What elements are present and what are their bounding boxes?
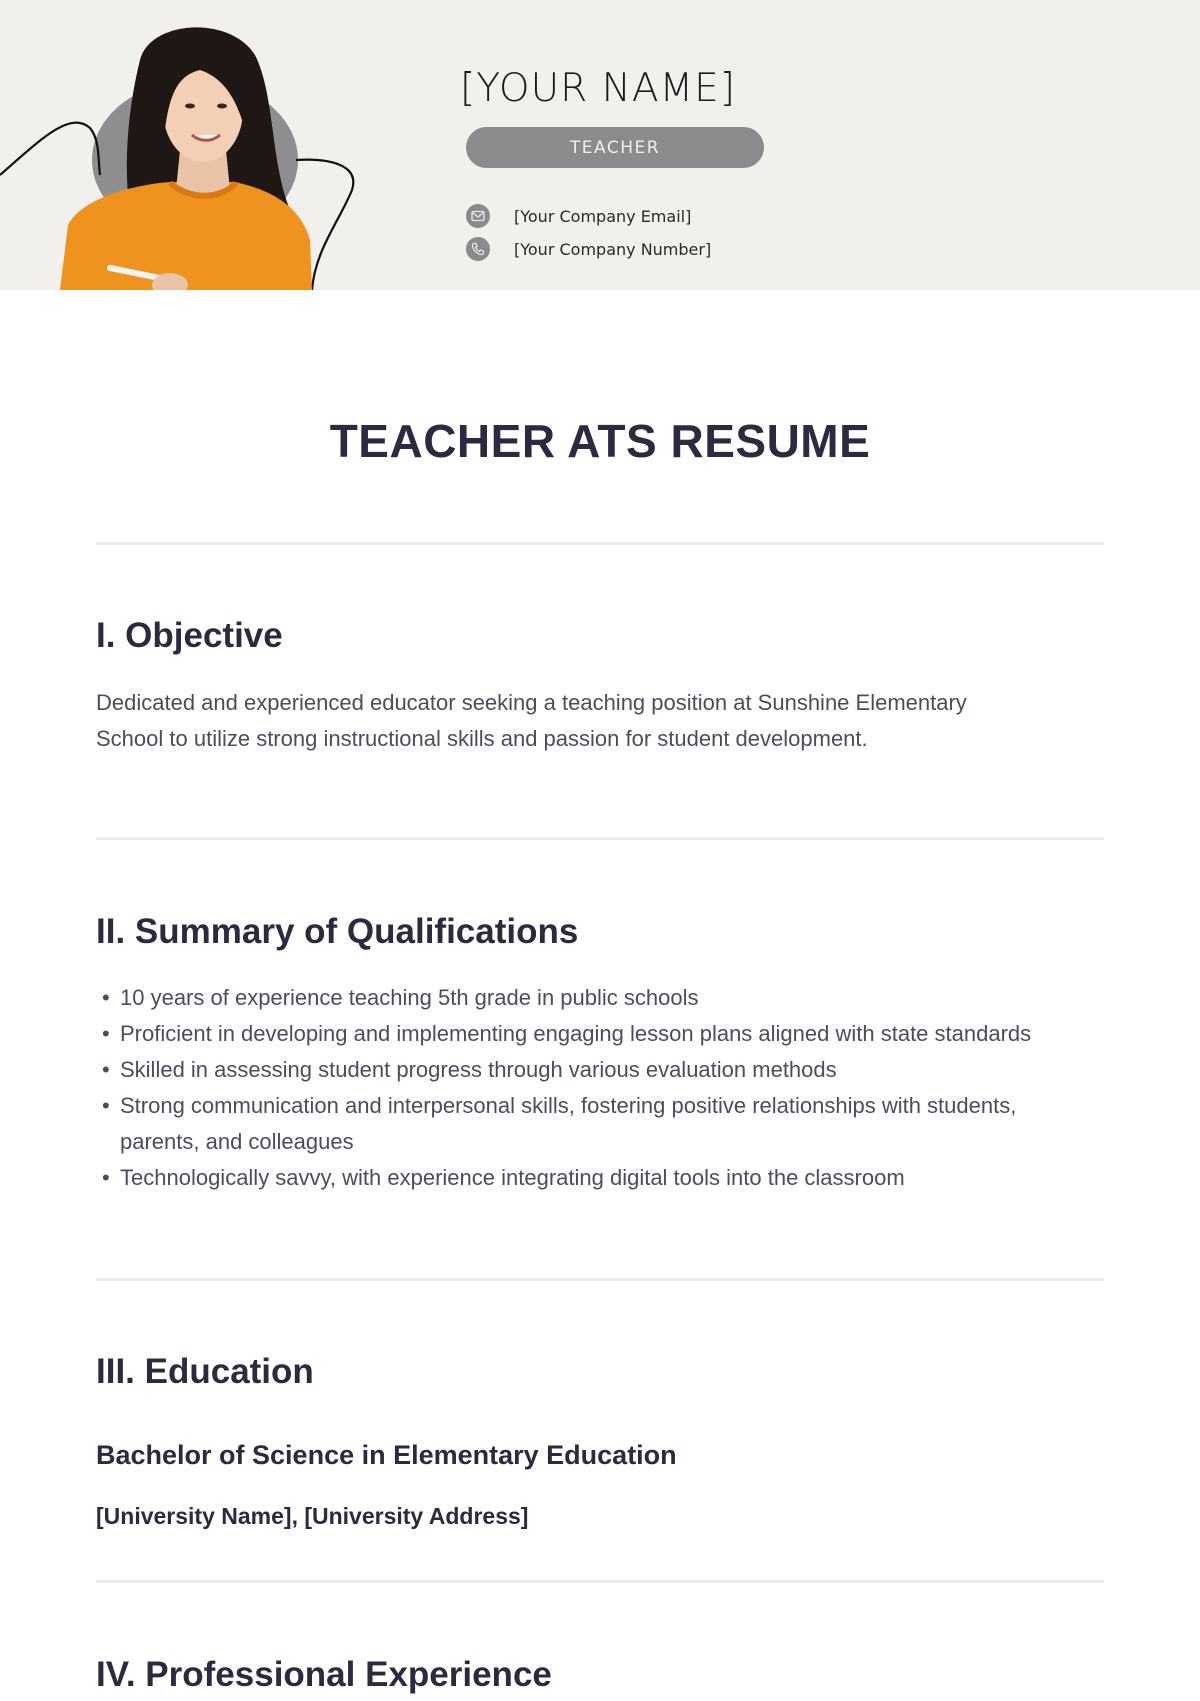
list-item: • 10 years of experience teaching 5th grade in public schools [102,980,1082,1016]
qualifications-heading: II. Summary of Qualifications [96,912,579,951]
contact-email [466,204,691,228]
objective-heading: I. Objective [96,616,283,655]
qualifications-list [102,980,1082,1196]
divider [96,1278,1104,1281]
candidate-name: [YOUR NAME] [460,66,737,111]
education-heading: III. Education [96,1352,314,1391]
list-item: • Proficient in developing and implementing engaging lesson plans aligned with state standards [102,1016,1082,1052]
institution-text: [University Name], [University Address] [96,1503,529,1529]
contact-phone [466,237,711,261]
document-title: TEACHER ATS RESUME [329,415,871,467]
phone-text: [Your Company Number] [514,239,712,259]
degree-title: Bachelor of Science in Elementary Education [96,1440,677,1470]
objective-text: Dedicated and experienced educator seeking a teaching position at Sunshine Elementary School to utilize strong instructional skills and passion for student development. [96,690,967,751]
profile-photo [0,0,380,290]
divider [96,1580,1104,1583]
experience-heading: IV. Professional Experience [96,1655,552,1694]
role-badge: TEACHER [466,127,764,168]
envelope-icon [466,204,490,228]
resume-header [0,0,1200,290]
divider [96,837,1104,840]
list-item: • Skilled in assessing student progress through various evaluation methods [102,1052,1082,1088]
list-item: • Technologically savvy, with experience integrating digital tools into the classroom [102,1160,1082,1196]
email-text: [Your Company Email] [514,206,692,226]
divider [96,542,1104,545]
phone-icon [466,237,490,261]
list-item: • Strong communication and interpersonal skills, fostering positive relationships with students, parents, and colleagues [102,1088,1082,1160]
